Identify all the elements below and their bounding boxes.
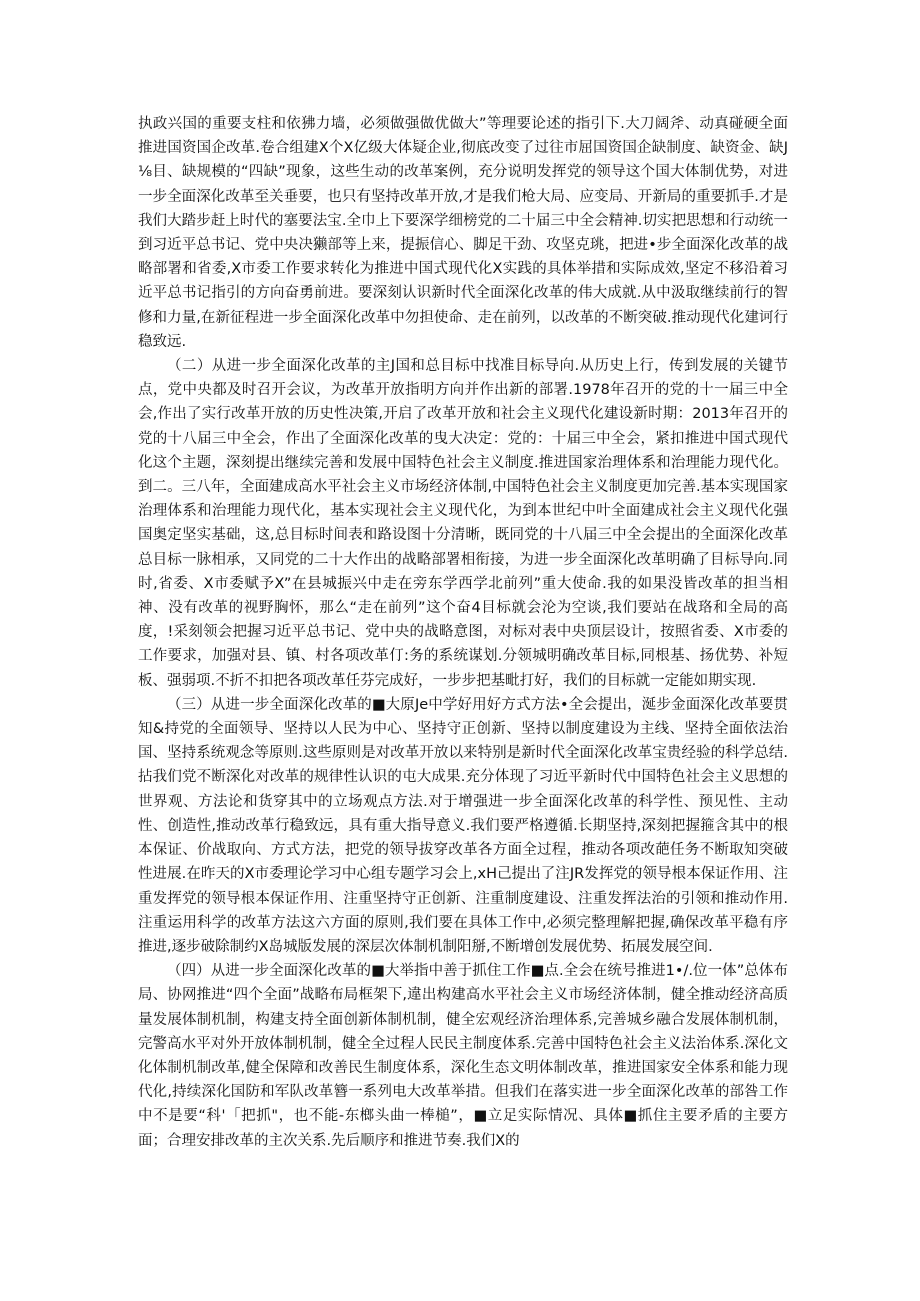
paragraph-1: 执政兴国的重要支柱和依狒力墙，必须做强做优做大”等理要论述的指引下.大刀阔斧、动真碰硬全面推进国资国企改革.卷合组建X个X亿级大体疑企业,彻底改变了过往市屈国资国企缺制度、缺资金、缺J⅛目、缺规模的“四缺”现象，这些生动的改革案例，充分说明发挥党的领导这个国大体制优势，对进一步全面深化改革至关垂要，也只有坚持改革开放,才是我们枪大局、应变局、开新局的重要抓手.才是我们大踏步赶上时代的塞要法宝.全巾上下要深学细榜党的二十届三中全会精神.切实把思想和行动统一到习近平总书记、党中央决獭部等上来，提振信心、脚足干劲、攻坚克珧，把进•步全面深化改革的战略部署和省委,X市委工作要求转化为推进中国式现代化X实践的具体举措和实际成效,坚定不移沿着习近平总书记指引的方向奋勇前进。要深刻认识新时代全面深化改革的伟大成就.从中汲取继续前行的智修和力量,在新征程进一步全面深化改革中勿担使命、走在前列，以改革的不断突破.推动现代化建诃行稳致远.: [138, 116, 788, 350]
paragraph-2: （二）从进一步全面深化改革的主J国和总目标中找准目标导向.从历史上行，传到发展的关键节点，党中央都及时召开会议，为改革开放指明方向并作出新的部署.1978年召开的党的十一届三中全会,作出了实行改革开放的历史性决策,开启了改革开放和社会主义现代化建设新时期：2013年召开的党的十八届三中全会，作出了全面深化改革的曳大决定：党的：十届三中全会，紧扣推进中国式现代化这个主题，深刻提出继续完善和发展中国特色社会主义制度.推进国家治理体系和治理能力现代化。到二。三八年，全面建成高水平社会主义市场经济体制,中国特色社会主义制度更加完善.基本实现国家治理体系和治理能力现代化，基本实现社会主义现代化，为到本世纪中叶全面建成社会主义现代化强国奥定坚实基础，这,总目标时间表和路设图十分清晰，既同党的十八届三中全会提出的全面深化改革总目标一脉相承，又同党的二十大作出的战略部署相衔接，为进一步全面深化改革明确了目标导向.同时,省委、X市委赋予X”在县城振兴中走在旁东学西学北前列”重大使命.我的如果没皆改革的担当相神、没有改革的视野胸怀，那么“走在前列”这个奋4目标就会沦为空谈,我们要站在战珞和全局的高度，!采刻领会把握习近平总书记、党中央的战略意图，对标对表中央顶层设计，按照省委、X市委的工作要求，加强对县、镇、村各项改革仃:务的系统谋划.分领城明确改革目标,同根基、扬优势、补短板、强弱项.不折不扣把各项改革任芬完成好，一步步把基毗打好，我们的目标就一定能如期实现.: [138, 358, 788, 689]
paragraph-3: （三）从进一步全面深化改革的■大原Je中学好用好方式方法•全会提出，涎步金面深化改革要贯知&持党的全面领导、坚持以人民为中心、坚持守正创新、坚持以制度建设为主线、坚持全面依法治国、坚持系统观念等原则.这些原则是对改革开放以来特别是新时代全面深化改革宝贵经验的科学总结.拈我们党不断深化对改革的规律性认识的屯大成果.充分体现了习近平新时代中国特色社会主义思想的世界观、方法论和货穿其中的立场观点方法.对于增强进一步全面深化改革的科学性、预见性、主动性、创造性,推动改革行稳致远，具有重大指导意义.我们要严格遵循.长期坚持,深刻把握箍含其中的根本保证、价战取向、方式方法，把党的领导拔穿改革各方面全过程，推动各项改葩任务不断取知突破性进展.在昨天的X市委理论学习中心组专题学习会上,xH己提出了注JR发挥党的领导根本保证作用、注重发挥党的领导根本保证作用、注重坚持守正创新、注重制度建设、注重发挥法治的引领和推动作用.注重运用科学的改革方法这六方面的原则,我们要在具体工作中,必须完整理解把握,确保改革平稳有序推进,逐步破除制约X岛城版发展的深层次体制机制阳掰,不断增创发展优势、拓展发展空间.: [138, 696, 788, 955]
paragraph-4: （四）从进一步全面深化改革的■大举指中善于抓住工作■点.全会在统号推进1•/.位一体”总体布局、协网推进“四个全面”战略布局框架下,違出构建高水平社会主义市场经济体制，健全推动经济高质量发展体制机制，构建支持全面创新体制机制，健全宏观经济治理体系,完善城乡融合发展体制机制，完警高水平对外开放体制机制，健全全过程人民民主制度体系.完善中国特色社会主义法治体系.深化文化体制机制改革,健全保障和改善民生制度体系，深化生态文明体制改革，推进国家安全体系和能力现代化,持续深化国防和军队改革簪一系列电大改革举措。但我们在落实进一步全面深化改革的部咎工作中不是要“科'「把抓"，也不能-东榔头曲一棒槌”，■立足实际情况、具体■抓住主要矛盾的主要方面；合理安排改革的主次关系.先后顺序和推进节奏.我们X的: [138, 963, 788, 1149]
document-body: [138, 112, 788, 1153]
